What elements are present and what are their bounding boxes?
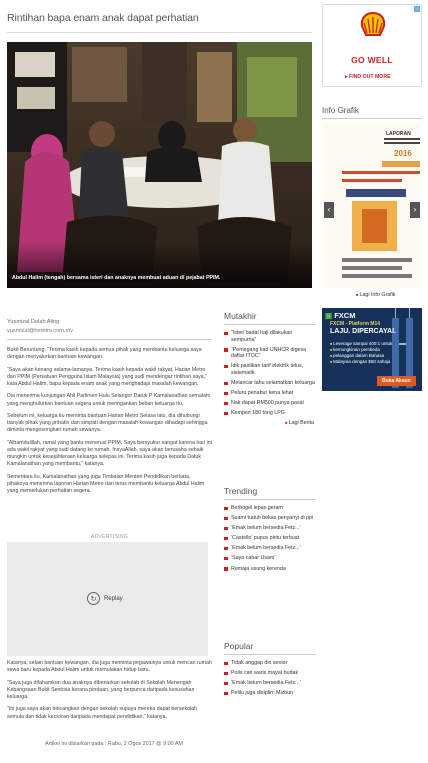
article-body-continued [7,660,212,726]
more-infografik-link[interactable]: ■ Lagi Info Grafik [356,292,395,298]
author-name[interactable]: Yusmizal Dolah Aling [7,319,60,325]
article-photo [7,42,312,288]
shell-ad[interactable] [322,4,422,87]
adchoices-icon[interactable]: i [414,6,420,12]
mutakhir-item[interactable]: Peluru penabur kena lehar [224,390,316,397]
ad-headline: LAJU. DIPERCAYAI. [330,328,397,335]
chevron-left-icon[interactable]: ‹ [324,202,334,218]
popular-item[interactable]: Pelilu juga disiplin: Mizbun [224,690,316,697]
paragraph: Dia menerima kunjungan Ahli Parlimen Hulu Selangor Datuk P Kamalanathan semalam yang menghulurkan bantuan segera untuk meringankan beban keluarga itu. [7,393,211,407]
replay-button[interactable] [87,592,123,605]
trending-item[interactable]: ‘Saya cabar Usam’ [224,555,316,562]
author-email[interactable]: yusmizal@hmetro.com.my [7,328,73,334]
section-title: Popular [224,641,316,655]
popular-section [224,641,316,700]
replay-label: Replay [104,595,123,602]
article-headline: Rintihan bapa enam anak dapat perhatian [7,12,199,24]
ad-bullets [330,341,392,365]
mutakhir-item[interactable]: Idik pastikan tarif elektrik telus, sistematik [224,363,316,376]
author-divider [7,339,212,340]
infografik-year: 2016 [394,149,412,158]
popular-item[interactable]: Tidak anggap diri senior [224,660,316,667]
section-title: Mutakhir [224,311,316,325]
fxcm-logo: ▣ FXCM [325,311,356,320]
shell-logo-icon [359,11,387,39]
mutakhir-item[interactable]: Melancar tahu selamatkan keluarga [224,380,316,387]
open-account-button[interactable]: Buka Akaun [377,376,416,386]
trending-item[interactable]: ‘Emak belum bersedia Fetz...’ [224,545,316,552]
infografik-carousel[interactable] [322,123,422,288]
infografik-heading: LAPORAN [386,131,411,137]
trending-section [224,486,316,576]
paragraph: Katanya, selain bantuan kewangan, dia juga meminta pegawainya untuk mencari rumah sewa baru kepada Abdul Halim untuk memulakan hidup baru. [7,660,212,674]
fxcm-ad[interactable] [322,308,422,391]
popular-item[interactable]: ‘Emak belum bersedia Fetz...’ [224,680,316,687]
find-out-more-link[interactable]: ▸ FIND OUT MORE [345,74,391,80]
ad-tagline: GO WELL [351,55,393,65]
trending-item[interactable]: Suami tuduh bekas penyanyi di ppi [224,515,316,522]
ad-bullet: ■ Malaysia dengan $50 sahaja [330,359,392,365]
paragraph: Sementara itu, Kamalanathan yang juga Timbalan Menteri Pendidikan berkata, pihaknya menerima laporan Harian Metro dan terus membantu keluarga Abdul Halim yang memerlukan perhatian segera. [7,473,205,494]
brand-label: FXCM [334,311,356,320]
trending-item[interactable]: ‘Castello’ pupus pintu terbuat [224,535,316,542]
photo-caption: Abdul Halim (tengah) bersama isteri dan anaknya membuat aduan di pejabat PPIM. [12,275,221,281]
advertising-label: ADVERTISING [90,534,129,540]
paragraph: Sebelum ini, keluarga itu meminta bantuan Harian Metro Selasa lalu, dia dihubungi banyak pihak yang prihatin dan simpati dengan masalah kewangan dihadapi sehingga diminta mengosongkan rumah sewanya. [7,413,208,434]
replay-icon[interactable]: ↻ [87,592,100,605]
ad-bullet: ■ kemungkinan pembeda [330,347,392,353]
photo-illustration [7,42,312,288]
paragraph: “Saya akan kenang selama-lamanya. Terima kasih kepada wakil rakyat, Harian Metro dan PPIM (Persatuan Pengguna Islam Malaysia) yang sudi mendengar rintihan saya,” kata Abdul Halim, bapa kepada enam anak yang menghadapi masalah kewangan. [7,366,207,387]
ad-bullet: ■ pelanggan dalam Bahasa [330,353,392,359]
ad-line: FXCM - Platform M14 [330,321,381,327]
paragraph: Bukit Beruntung: “Terima kasih kepada semua pihak yang membantu keluarga saya dengan menyalurkan bantuan kewangan. [7,347,202,361]
trending-item[interactable]: Berbogel lepas geram [224,505,316,512]
mutakhir-item[interactable]: “Pemegang kad UNHCR digesa daftar ITOC” [224,347,316,360]
trending-item[interactable]: Remaja usung kerenda [224,566,316,573]
mutakhir-section [224,311,316,426]
ad-bullet: ■ Leverage sampai 400:1 untuk [330,341,392,347]
section-title: Trending [224,486,316,500]
headline-divider [7,32,312,33]
popular-item[interactable]: Polis cari waris mayat budak [224,670,316,677]
infografik-title: Info Grafik [322,106,422,119]
mutakhir-item[interactable]: Kempen 180 tong LPG [224,410,316,417]
paragraph: “Alhamdulillah, ramai yang bantu menerusi PPIM. Saya bersyukur sangat karena hari ini ada wakil rakyat yang sudi datang ke rumah. InsyaAllah, saya akan berusaha sebaik mungkin untuk kesejahteraan keluarga selepas ini. Terima kasih juga kepada Datuk Kamalanathan yang membantu,” katanya. [7,439,212,468]
video-player[interactable] [7,542,208,656]
mutakhir-item[interactable]: “Isteri badal haji dilakukan sempurna” [224,330,316,343]
mutakhir-item[interactable]: Nak dapat RM500 punya pasal [224,400,316,407]
article-body [7,347,212,501]
more-news-link[interactable]: ■ Lagi Berita [224,420,316,426]
published-date: Artikel ini disiarkan pada : Rabu, 2 Ogos 2017 @ 9:00 AM [45,741,183,747]
cta-label: FIND OUT MORE [349,74,391,80]
chevron-right-icon[interactable]: › [410,202,420,218]
paragraph: “Saya juga difahamkan dua anaknya dibenarkan sekolah di Sekolah Menengah Kebangsaan Bukit Sentosa kerana pindaan, yang berpunca daripada kesusahan keluarga. [7,679,195,700]
infografik-image[interactable] [322,123,422,288]
paragraph: “Ini juga saya akan bincangkan dengan sekolah supaya mereka dapat bersekolah semula dan tidak keciciran daripada mendapat pendidikan,” katanya. [7,706,198,720]
trending-item[interactable]: ‘Emak belum bersedia Fetz...’ [224,525,316,532]
